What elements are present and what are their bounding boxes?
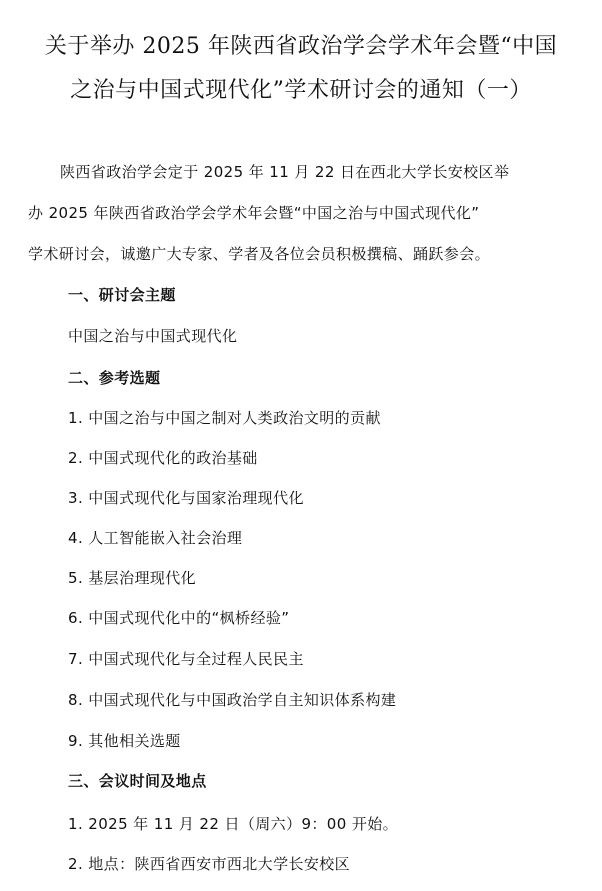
section-3-heading: 三、会议时间及地点 [68, 772, 207, 790]
meeting-time-item: 1. 2025 年 11 月 22 日（周六）9：00 开始。 [68, 815, 399, 833]
topic-item-3: 3. 中国式现代化与国家治理现代化 [68, 489, 304, 507]
section-1-heading: 一、研讨会主题 [68, 286, 176, 304]
topic-item-4: 4. 人工智能嵌入社会治理 [68, 529, 243, 547]
topic-item-6: 6. 中国式现代化中的“枫桥经验” [68, 609, 290, 627]
section-1-content: 中国之治与中国式现代化 [68, 327, 238, 345]
topic-item-2: 2. 中国式现代化的政治基础 [68, 449, 258, 467]
intro-paragraph-line-2: 办 2025 年陕西省政治学会学术年会暨“中国之治与中国式现代化” [28, 204, 480, 222]
document-title-line-2: 之治与中国式现代化”学术研讨会的通知（一） [70, 78, 532, 103]
topic-item-9: 9. 其他相关选题 [68, 732, 181, 750]
intro-paragraph-line-3: 学术研讨会，诚邀广大专家、学者及各位会员积极撰稿、踊跃参会。 [28, 245, 491, 263]
topic-item-8: 8. 中国式现代化与中国政治学自主知识体系构建 [68, 691, 397, 709]
topic-item-5: 5. 基层治理现代化 [68, 569, 197, 587]
meeting-location-item: 2. 地点：陕西省西安市西北大学长安校区 [68, 855, 351, 873]
section-2-heading: 二、参考选题 [68, 369, 161, 387]
intro-paragraph-line-1: 陕西省政治学会定于 2025 年 11 月 22 日在西北大学长安校区举 [60, 163, 510, 181]
topic-item-1: 1. 中国之治与中国之制对人类政治文明的贡献 [68, 409, 381, 427]
topic-item-7: 7. 中国式现代化与全过程人民民主 [68, 650, 304, 668]
document-title-line-1: 关于举办 2025 年陕西省政治学会学术年会暨“中国 [44, 34, 558, 59]
